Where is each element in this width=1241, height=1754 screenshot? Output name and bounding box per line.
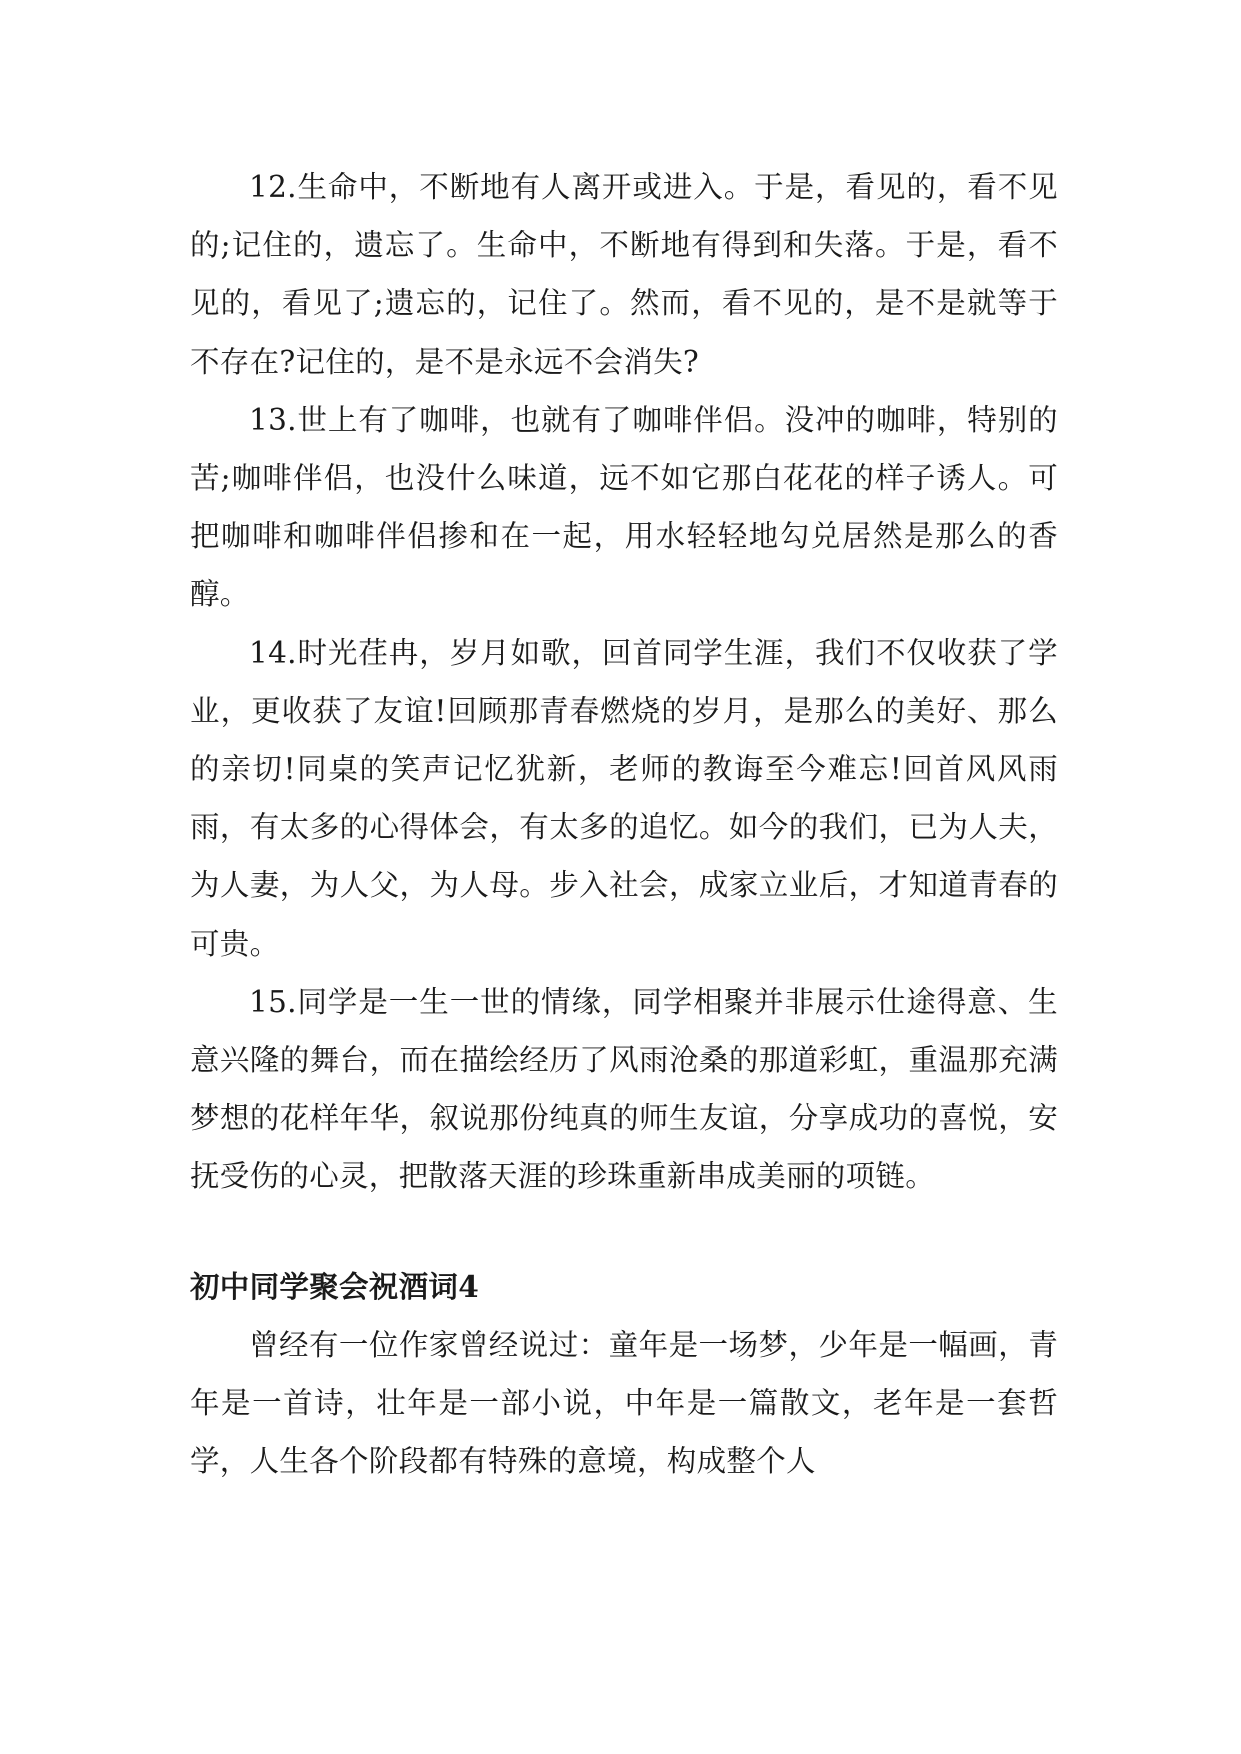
paragraph-14: 14.时光荏冉，岁月如歌，回首同学生涯，我们不仅收获了学业，更收获了友谊!回顾那青春燃烧的岁月，是那么的美好、那么的亲切!同桌的笑声记忆犹新，老师的教诲至今难忘!回首风风雨雨，有太多的心得体会，有太多的追忆。如今的我们，已为人夫，为人妻，为人父，为人母。步入社会，成家立业后，才知道青春的可贵。 bbox=[190, 635, 1058, 961]
paragraph-13: 13.世上有了咖啡，也就有了咖啡伴侣。没冲的咖啡，特别的苦;咖啡伴侣，也没什么味道，远不如它那白花花的样子诱人。可把咖啡和咖啡伴侣掺和在一起，用水轻轻地勾兑居然是那么的香醇。 bbox=[190, 402, 1058, 612]
paragraph-intro: 曾经有一位作家曾经说过：童年是一场梦，少年是一幅画，青年是一首诗，壮年是一部小说，中年是一篇散文，老年是一套哲学，人生各个阶段都有特殊的意境，构成整个人 bbox=[190, 1327, 1058, 1479]
document-body bbox=[190, 158, 1058, 1490]
paragraph-15: 15.同学是一生一世的情缘，同学相聚并非展示仕途得意、生意兴隆的舞台，而在描绘经历了风雨沧桑的那道彩虹，重温那充满梦想的花样年华，叙说那份纯真的师生友谊，分享成功的喜悦，安抚受伤的心灵，把散落天涯的珍珠重新串成美丽的项链。 bbox=[190, 984, 1058, 1194]
section-heading: 初中同学聚会祝酒词4 bbox=[190, 1268, 480, 1304]
paragraph-12: 12.生命中，不断地有人离开或进入。于是，看见的，看不见的;记住的，遗忘了。生命中，不断地有得到和失落。于是，看不见的，看见了;遗忘的，记住了。然而，看不见的，是不是就等于不存在?记住的，是不是永远不会消失? bbox=[190, 170, 1058, 379]
